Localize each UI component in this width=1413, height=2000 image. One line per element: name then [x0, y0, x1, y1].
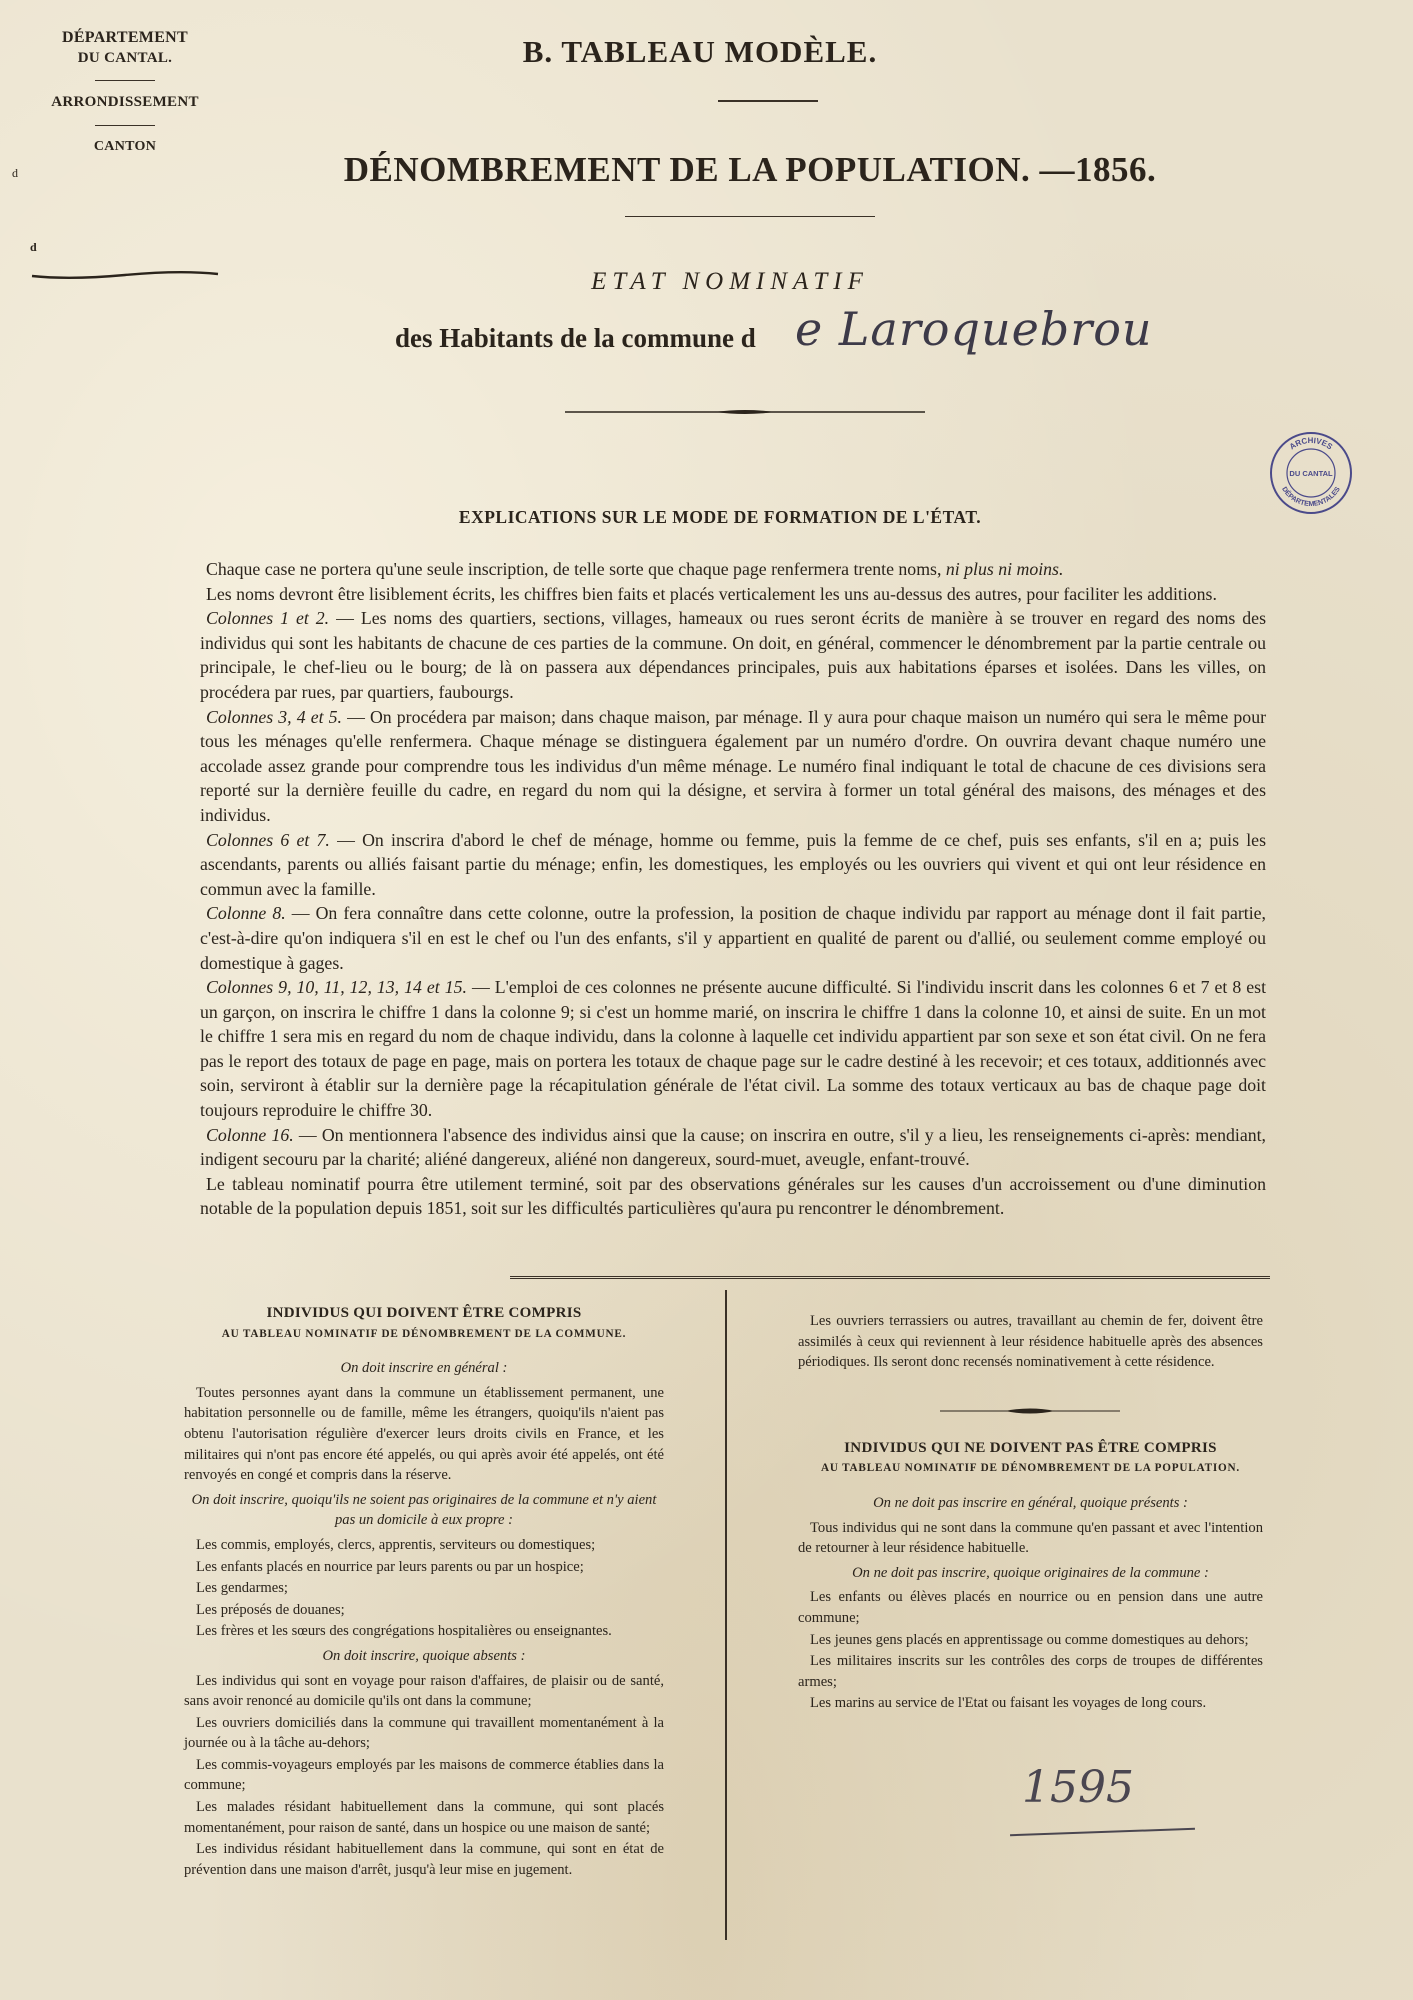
explications-body: [200, 557, 1266, 1221]
section-title: On ne doit pas inscrire en général, quoique présents :: [873, 1494, 1188, 1511]
compris-column: [184, 1303, 664, 1881]
non-compris-heading: INDIVIDUS QUI NE DOIVENT PAS ÊTRE COMPRIS: [844, 1439, 1217, 1456]
column-reference: Colonne 16.: [206, 1124, 294, 1145]
admin-divider: [95, 80, 155, 81]
arrondissement-label: ARRONDISSEMENT: [51, 94, 199, 111]
main-title: DÉNOMBREMENT DE LA POPULATION. —1856.: [343, 150, 1157, 189]
canton-label: CANTON: [93, 138, 157, 154]
non-compris-subheading: AU TABLEAU NOMINATIF DE DÉNOMBREMENT DE LA POPULATION.: [820, 1462, 1241, 1475]
column-reference: Colonnes 6 et 7.: [206, 829, 330, 850]
habitants-label: des Habitants de la commune d: [395, 323, 756, 353]
section-title: On ne doit pas inscrire, quoique originaires de la commune :: [852, 1564, 1209, 1581]
departement-name: DU CANTAL.: [77, 49, 173, 66]
paragraph: [200, 606, 1266, 704]
list-item: Les enfants ou élèves placés en nourrice ou en pension dans une autre commune;: [798, 1589, 1263, 1626]
paragraph-text: — On fera connaître dans cette colonne, outre la profession, la position de chaque individu par rapport au ménage dont il fait partie, c'est-à-dire qu'on indiquera s'il en est le chef ou l'un des enfants, s'il y appartient en qualité de parent ou d'allié, ou seulement comme employé ou domestique à gages.: [200, 903, 1266, 973]
list-item: Les individus résidant habituellement dans la commune, qui sont en état de prévention dans une maison d'arrêt, jusqu'à leur mise en jugement.: [184, 1841, 664, 1878]
section-title: On doit inscrire, quoiqu'ils ne soient pas originaires de la commune et n'y aient pas un domicile à eux propre :: [191, 1491, 657, 1529]
ornament-rule: [940, 1406, 1120, 1416]
stamp-bottom-text: DÉPARTEMENTALES: [1280, 485, 1342, 509]
stamp-center-text: DU CANTAL: [1289, 469, 1333, 478]
paragraph: [200, 828, 1266, 902]
list-item: Les préposés de douanes;: [196, 1601, 345, 1618]
arrondissement-prefix: d: [12, 166, 18, 180]
list-item: Les enfants placés en nourrice par leurs parents ou par un hospice;: [196, 1558, 584, 1575]
paragraph: Toutes personnes ayant dans la commune un établissement permanent, une habitation personnelle ou de famille, même les étrangers, quoiqu'ils n'aient pas obtenu l'autorisation régulière d'exercer leurs droits civils en France, et les militaires qui n'ont pas encore été appelés, ou qui après avoir été appelés, ont été renvoyés en congé et compris dans la réserve.: [184, 1384, 664, 1484]
paragraph: Les noms devront être lisiblement écrits, les chiffres bien faits et placés verticalement les uns au-dessus des autres, pour faciliter les additions.: [206, 583, 1217, 604]
list-item: Les malades résidant habituellement dans la commune, qui sont placés momentanément, pour raison de santé, dans un hospice ou une maison de santé;: [184, 1799, 664, 1836]
title-divider: [625, 216, 875, 217]
ornament-rule: [565, 408, 925, 416]
swash-ornament: [30, 270, 220, 282]
paragraph-text: — On mentionnera l'absence des individus ainsi que la cause; on inscrira en outre, s'il y a lieu, les renseignements ci-après: mendiant, indigent secouru par la charité; aliéné dangereux, aliéné non dangereux, sourd-muet, aveugle, enfant-trouvé.: [200, 1124, 1266, 1170]
compris-heading: INDIVIDUS QUI DOIVENT ÊTRE COMPRIS: [266, 1305, 582, 1321]
canton-prefix: d: [30, 240, 37, 254]
paragraph: [200, 705, 1266, 828]
list-item: Les jeunes gens placés en apprentissage ou comme domestiques au dehors;: [810, 1631, 1249, 1648]
folio-number: 1595: [1022, 1762, 1134, 1813]
column-reference: Colonne 8.: [206, 903, 286, 924]
model-title: B. TABLEAU MODÈLE.: [522, 34, 878, 69]
archives-stamp-icon: [1268, 430, 1354, 516]
paragraph: [200, 901, 1266, 975]
admin-divider: [95, 125, 155, 126]
paragraph: [200, 557, 1266, 582]
section-divider: [510, 1276, 1270, 1282]
column-reference: Colonnes 3, 4 et 5.: [206, 706, 342, 727]
column-divider: [725, 1290, 727, 1940]
paragraph: Le tableau nominatif pourra être utilement terminé, soit par des observations générales sur les causes d'un accroissement ou d'une diminution notable de la population depuis 1851, soit sur les difficultés particulières qu'aura pu rencontrer le dénombrement.: [200, 1173, 1266, 1219]
list-item: Les militaires inscrits sur les contrôles des corps de troupes de différentes armes;: [798, 1653, 1263, 1690]
list-item: Les frères et les sœurs des congrégations hospitalières ou enseignantes.: [196, 1623, 612, 1640]
paragraph-emphasis: ni plus ni moins.: [945, 559, 1064, 579]
paragraph: [200, 975, 1266, 1123]
compris-subheading: AU TABLEAU NOMINATIF DE DÉNOMBREMENT DE LA COMMUNE.: [221, 1327, 627, 1340]
folio-underline: [1010, 1828, 1195, 1836]
non-compris-column: [798, 1311, 1263, 1715]
paragraph-text: — On inscrira d'abord le chef de ménage, homme ou femme, puis la femme de ce chef, puis ses enfants, s'il en a; puis les ascendants, parents ou alliés faisant partie du ménage; enfin, les domestiques, les employés ou les ouvriers qui vivent et qui ont leur résidence en commun avec la famille.: [200, 829, 1266, 899]
title-divider: [718, 100, 818, 102]
paragraph: [200, 1123, 1266, 1172]
paragraph: Tous individus qui ne sont dans la commune qu'en passant et avec l'intention de retourner à leur résidence habituelle.: [798, 1519, 1263, 1557]
list-item: Les ouvriers domiciliés dans la commune qui travaillent momentanément à la journée ou à la tâche au-dehors;: [184, 1714, 664, 1752]
paragraph-text: — Les noms des quartiers, sections, villages, hameaux ou rues seront écrits de manière à se trouver en regard des noms des individus qui sont les habitants de chacune de ces parties de la commune. On doit, en général, commencer le dénombrement par la partie centrale ou principale, le chef-lieu ou le bourg; de là on passera aux dépendances principales, puis aux habitations éparses et isolées. Dans les villes, on procédera par rues, par quartiers, faubourgs.: [200, 608, 1266, 702]
list-item: Les commis-voyageurs employés par les maisons de commerce établies dans la commune;: [184, 1756, 664, 1794]
etat-nominatif-title: ETAT NOMINATIF: [591, 268, 869, 295]
admin-block: [30, 28, 220, 156]
list-item: Les marins au service de l'Etat ou faisant les voyages de long cours.: [810, 1695, 1207, 1712]
paragraph-text: — On procédera par maison; dans chaque maison, par ménage. Il y aura pour chaque maison un numéro qui sera le même pour tous les ménages qu'elle renfermera. Chaque ménage se distinguera également par un numéro d'ordre. On ouvrira devant chaque numéro une accolade assez grande pour comprendre tous les individus d'un même ménage. Le numéro final indiquant le total de chacune de ces divisions sera reporté sur la dernière feuille du cadre, en regard du nom qui la désigne, et servira à former un total général des maisons, des ménages et des individus.: [200, 706, 1266, 825]
section-title: On doit inscrire, quoique absents :: [322, 1647, 526, 1664]
paragraph-text: Chaque case ne portera qu'une seule inscription, de telle sorte que chaque page renfermera trente noms,: [206, 559, 942, 579]
explications-heading: EXPLICATIONS SUR LE MODE DE FORMATION DE L'ÉTAT.: [458, 507, 982, 527]
list-item: Les commis, employés, clercs, apprentis, serviteurs ou domestiques;: [196, 1536, 596, 1553]
column-reference: Colonnes 1 et 2.: [206, 608, 330, 629]
list-item: Les gendarmes;: [196, 1580, 288, 1597]
stamp-top-text: ARCHIVES: [1287, 435, 1335, 452]
list-item: Les individus qui sont en voyage pour raison d'affaires, de plaisir ou de santé, sans avoir renoncé au domicile qu'ils ont dans la commune;: [184, 1672, 664, 1710]
departement-label: DÉPARTEMENT: [61, 29, 188, 46]
commune-handwritten: e Laroquebrou: [795, 302, 1153, 356]
column-reference: Colonnes 9, 10, 11, 12, 13, 14 et 15.: [206, 977, 467, 998]
paragraph-text: — L'emploi de ces colonnes ne présente aucune difficulté. Si l'individu inscrit dans les colonnes 6 et 7 et 8 est un garçon, on inscrira le chiffre 1 dans la colonne 9; si c'est un homme marié, on inscrira le chiffre 1 dans la colonne 10, et ainsi de suite. En un mot le chiffre 1 sera mis en regard du nom de chaque individu, dans la colonne à laquelle cet individu appartient par son sexe et son état civil. On ne fera pas le report des totaux de page en page, mais on portera les totaux de chaque page sur le cadre destiné à les recevoir; et ces totaux, additionnés avec soin, serviront à établir sur la dernière page la récapitulation générale de l'état civil. La somme des totaux verticaux au bas de chaque page doit toujours reproduire le chiffre 30.: [200, 977, 1267, 1121]
paragraph: Les ouvriers terrassiers ou autres, travaillant au chemin de fer, doivent être assimilés à ceux qui reviennent à leur résidence habituelle après des absences périodiques. Ils seront donc recensés nominativement à cette résidence.: [798, 1313, 1263, 1371]
section-title: On doit inscrire en général :: [340, 1360, 508, 1377]
